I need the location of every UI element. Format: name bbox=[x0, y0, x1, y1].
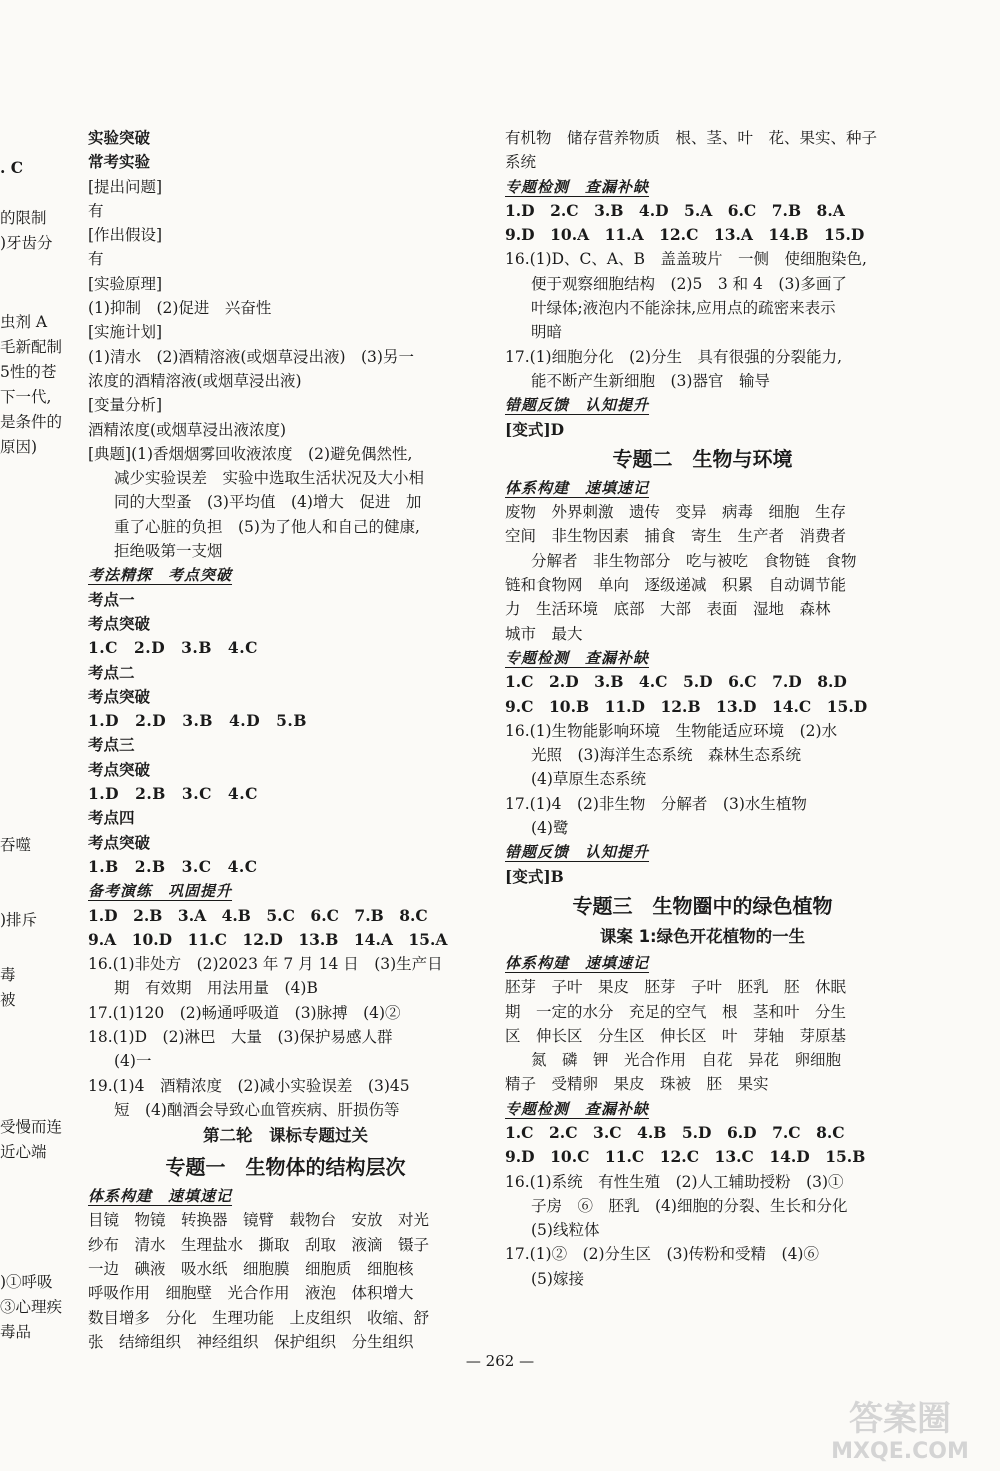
answer-line: 17.(1)细胞分化 (2)分生 具有很强的分裂能力, bbox=[505, 347, 842, 366]
answer-line: 区 伸长区 分生区 伸长区 叶 芽轴 芽原基 bbox=[505, 1026, 847, 1045]
fragment: 5性的苍 bbox=[0, 363, 57, 381]
fragment: . C bbox=[0, 158, 24, 177]
answer-line: 纱布 清水 生理盐水 撕取 刮取 液滴 镊子 bbox=[88, 1235, 430, 1254]
fragment: )①呼吸 bbox=[0, 1273, 53, 1291]
section-header: 体系构建 速填速记 bbox=[505, 478, 650, 497]
answer-line: 1.D 2.C 3.B 4.D 5.A 6.C 7.B 8.A bbox=[505, 200, 845, 220]
answer-line: 期 一定的水分 充足的空气 根 茎和叶 分生 bbox=[505, 1002, 847, 1021]
answer-line: [变式]B bbox=[505, 866, 564, 886]
section-header: 体系构建 速填速记 bbox=[505, 953, 650, 972]
answer-line: 有机物 储存营养物质 根、茎、叶 花、果实、种子 bbox=[505, 129, 878, 147]
answer-line: 16.(1)非处方 (2)2023 年 7 月 14 日 (3)生产日 bbox=[88, 955, 443, 974]
section-label: 考点突破 bbox=[88, 832, 151, 852]
answer-line: 目镜 物镜 转换器 镜臂 载物台 安放 对光 bbox=[88, 1211, 430, 1230]
round-title: 第二轮 课标专题过关 bbox=[203, 1126, 368, 1146]
answer-line: 便于观察细胞结构 (2)5 3 和 4 (3)多画了 bbox=[531, 274, 847, 293]
fragment: 被 bbox=[0, 991, 16, 1009]
answer-line: 期 有效期 用法用量 (4)B bbox=[114, 979, 318, 998]
section-label: 考点三 bbox=[88, 735, 135, 755]
bracket-heading: [提出问题] bbox=[88, 177, 163, 196]
fragment: 毒品 bbox=[0, 1323, 32, 1341]
topic-title: 专题二 生物与环境 bbox=[612, 446, 793, 471]
answer-line: (4)草原生态系统 bbox=[531, 770, 646, 789]
right-column bbox=[505, 126, 900, 1291]
section-header: 专题检测 查漏补缺 bbox=[505, 1099, 650, 1118]
answer-line: 一边 碘液 吸水纸 细胞膜 细胞质 细胞核 bbox=[88, 1260, 414, 1279]
answer-line: 17.(1)120 (2)畅通呼吸道 (3)脉搏 (4)② bbox=[88, 1003, 401, 1022]
answer-line: 16.(1)D、C、A、B 盖盖玻片 一侧 使细胞染色, bbox=[505, 250, 867, 269]
answer-line: (4)一 bbox=[114, 1052, 152, 1071]
lesson-title: 课案 1:绿色开花植物的一生 bbox=[599, 926, 806, 946]
answer-line: 16.(1)系统 有性生殖 (2)人工辅助授粉 (3)① bbox=[505, 1172, 844, 1191]
answer-line: 有 bbox=[88, 250, 104, 269]
section-header: 错题反馈 认知提升 bbox=[505, 396, 650, 415]
answer-line: 系统 bbox=[505, 153, 537, 172]
fragment: 的限制 bbox=[0, 209, 47, 227]
answer-line: 19.(1)4 酒精浓度 (2)减小实验误差 (3)45 bbox=[88, 1076, 410, 1095]
answer-line: 酒精浓度(或烟草浸出液浓度) bbox=[88, 420, 287, 439]
section-header: 体系构建 速填速记 bbox=[88, 1187, 233, 1206]
answer-line: 氮 磷 钾 光合作用 自花 异花 卵细胞 bbox=[531, 1051, 842, 1070]
topic-title: 专题一 生物体的结构层次 bbox=[165, 1155, 406, 1180]
left-column bbox=[88, 126, 483, 1354]
answer-line: 短 (4)酗酒会导致心血管疾病、肝损伤等 bbox=[114, 1100, 400, 1119]
answer-line: 1.B 2.B 3.C 4.C bbox=[88, 856, 258, 876]
answer-line: 1.D 2.D 3.B 4.D 5.B bbox=[88, 711, 307, 731]
answer-line: 数目增多 分化 生理功能 上皮组织 收缩、舒 bbox=[88, 1308, 430, 1327]
section-header: 考法精探 考点突破 bbox=[88, 566, 233, 585]
answer-line: 链和食物网 单向 逐级递减 积累 自动调节能 bbox=[505, 576, 847, 595]
answer-line: 能不断产生新细胞 (3)器官 输导 bbox=[531, 371, 770, 390]
answer-line: 9.C 10.B 11.D 12.B 13.D 14.C 15.D bbox=[505, 696, 868, 716]
answer-line: 重了心脏的负担 (5)为了他人和自己的健康, bbox=[114, 517, 420, 536]
fragment: 虫剂 A bbox=[0, 313, 48, 331]
answer-line: 子房 ⑥ 胚乳 (4)细胞的分裂、生长和分化 bbox=[531, 1196, 848, 1215]
answer-line: (1)抑制 (2)促进 兴奋性 bbox=[88, 299, 272, 318]
fragment: 下一代, bbox=[0, 388, 52, 406]
section-header: 专题检测 查漏补缺 bbox=[505, 177, 650, 196]
section-label: 实验突破 bbox=[88, 128, 151, 147]
answer-line: 拒绝吸第一支烟 bbox=[114, 542, 223, 561]
answer-line: 9.D 10.A 11.A 12.C 13.A 14.B 15.D bbox=[505, 225, 865, 245]
bracket-heading: [变量分析] bbox=[88, 396, 163, 415]
answer-line: (1)清水 (2)酒精溶液(或烟草浸出液) (3)另一 bbox=[88, 347, 414, 366]
answer-line: 18.(1)D (2)淋巴 大量 (3)保护易感人群 bbox=[88, 1027, 393, 1046]
answer-line: 光照 (3)海洋生态系统 森林生态系统 bbox=[531, 746, 801, 765]
fragment: 毛新配制 bbox=[0, 338, 63, 356]
answer-line: 9.A 10.D 11.C 12.D 13.B 14.A 15.A bbox=[88, 929, 448, 949]
answer-line: 17.(1)4 (2)非生物 分解者 (3)水生植物 bbox=[505, 794, 807, 813]
fragment: 原因) bbox=[0, 438, 38, 456]
answer-line: (4)鹭 bbox=[531, 819, 569, 838]
section-label: 常考实验 bbox=[88, 152, 151, 172]
answer-line: 精子 受精卵 果皮 珠被 胚 果实 bbox=[505, 1075, 769, 1094]
fragment: 是条件的 bbox=[0, 413, 63, 431]
answer-line: (5)嫁接 bbox=[531, 1269, 584, 1288]
answer-line: 城市 最大 bbox=[505, 624, 583, 643]
answer-line: 1.D 2.B 3.C 4.C bbox=[88, 784, 258, 804]
answer-line: 有 bbox=[88, 201, 104, 220]
answer-line: 浓度的酒精溶液(或烟草浸出液) bbox=[88, 371, 302, 390]
answer-line: 明暗 bbox=[531, 323, 563, 342]
fragment: 吞噬 bbox=[0, 836, 32, 854]
answer-line: 张 结缔组织 神经组织 保护组织 分生组织 bbox=[88, 1332, 414, 1351]
section-label: 考点突破 bbox=[88, 759, 151, 779]
answer-line: 1.C 2.D 3.B 4.C 5.D 6.C 7.D 8.D bbox=[505, 672, 847, 692]
page-number: — 262 — bbox=[465, 1352, 535, 1370]
watermark-top: 答案圈 bbox=[849, 1399, 951, 1439]
watermark-logo bbox=[810, 1392, 990, 1464]
section-header: 备考演练 巩固提升 bbox=[88, 882, 233, 901]
bracket-heading: [作出假设] bbox=[88, 226, 163, 245]
answer-line: 胚芽 子叶 果皮 胚芽 子叶 胚乳 胚 休眠 bbox=[505, 978, 847, 997]
answer-line: 1.D 2.B 3.A 4.B 5.C 6.C 7.B 8.C bbox=[88, 905, 428, 925]
answer-line: 呼吸作用 细胞壁 光合作用 液泡 体积增大 bbox=[88, 1284, 414, 1303]
answer-line: 分解者 非生物部分 吃与被吃 食物链 食物 bbox=[531, 551, 857, 570]
bracket-heading: [实施计划] bbox=[88, 323, 163, 342]
section-header: 错题反馈 认知提升 bbox=[505, 843, 650, 862]
answer-line: 1.C 2.C 3.C 4.B 5.D 6.D 7.C 8.C bbox=[505, 1122, 845, 1142]
answer-line: 9.D 10.C 11.C 12.C 13.C 14.D 15.B bbox=[505, 1147, 866, 1167]
answer-line: 空间 非生物因素 捕食 寄生 生产者 消费者 bbox=[505, 527, 847, 546]
answer-line: 17.(1)② (2)分生区 (3)传粉和受精 (4)⑥ bbox=[505, 1245, 819, 1264]
fragment: 毒 bbox=[0, 966, 16, 984]
section-label: 考点一 bbox=[88, 589, 135, 609]
bracket-heading: [实验原理] bbox=[88, 274, 163, 293]
answer-line: 废物 外界刺激 遗传 变异 病毒 细胞 生存 bbox=[505, 503, 847, 522]
answer-line: 16.(1)生物能影响环境 生物能适应环境 (2)水 bbox=[505, 721, 838, 740]
answer-line: 叶绿体;液泡内不能涂抹,应用点的疏密来表示 bbox=[531, 299, 836, 318]
section-header: 专题检测 查漏补缺 bbox=[505, 648, 650, 667]
answer-line: (5)线粒体 bbox=[531, 1221, 600, 1240]
fragment: ③心理疾 bbox=[0, 1298, 63, 1316]
answer-line: 同的大型蚤 (3)平均值 (4)增大 促进 加 bbox=[114, 493, 422, 512]
topic-title: 专题三 生物圈中的绿色植物 bbox=[572, 893, 833, 918]
fragment: 近心端 bbox=[0, 1143, 47, 1161]
answer-line: 力 生活环境 底部 大部 表面 湿地 森林 bbox=[505, 600, 831, 619]
watermark-bottom: MXQE.COM bbox=[831, 1439, 969, 1464]
answer-line: 减少实验误差 实验中选取生活状况及大小相 bbox=[114, 469, 425, 488]
section-label: 考点突破 bbox=[88, 686, 151, 706]
answer-line: [典题](1)香烟烟雾回收液浓度 (2)避免偶然性, bbox=[88, 444, 413, 463]
answer-line: [变式]D bbox=[505, 419, 565, 439]
section-label: 考点四 bbox=[88, 808, 135, 828]
fragment: )排斥 bbox=[0, 911, 38, 929]
answer-line: 1.C 2.D 3.B 4.C bbox=[88, 638, 258, 658]
section-label: 考点二 bbox=[88, 662, 135, 682]
section-label: 考点突破 bbox=[88, 613, 151, 633]
fragment: 受慢而连 bbox=[0, 1118, 63, 1136]
fragment: )牙齿分 bbox=[0, 234, 53, 252]
